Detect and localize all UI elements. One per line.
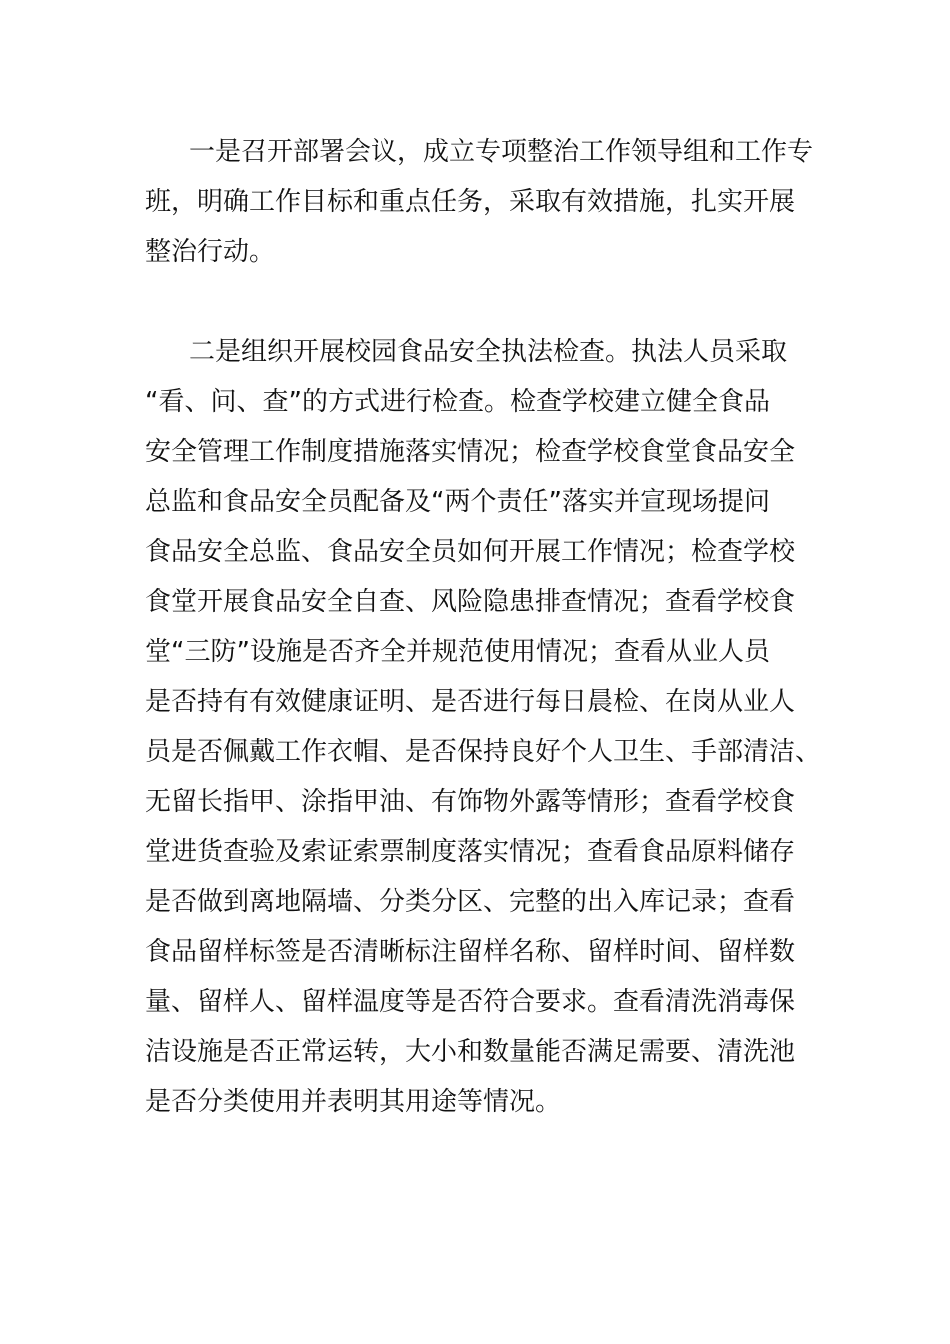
- paragraph-line: 整治行动。: [145, 237, 276, 267]
- paragraph-line: 食堂开展食品安全自查、风险隐患排查情况；查看学校食: [145, 587, 796, 617]
- paragraph-line: 安全管理工作制度措施落实情况；检查学校食堂食品安全: [145, 437, 796, 467]
- paragraph-1: [145, 127, 814, 277]
- paragraph-line: 是否分类使用并表明其用途等情况。: [145, 1087, 562, 1117]
- paragraph-line: 是否持有有效健康证明、是否进行每日晨检、在岗从业人: [145, 687, 796, 717]
- paragraph-line: 一是召开部署会议，成立专项整治工作领导组和工作专: [189, 137, 814, 167]
- paragraph-2: [145, 327, 822, 1127]
- paragraph-line: 无留长指甲、涂指甲油、有饰物外露等情形；查看学校食: [145, 787, 796, 817]
- paragraph-line: 洁设施是否正常运转，大小和数量能否满足需要、清洗池: [145, 1037, 796, 1067]
- paragraph-line: 堂“三防”设施是否齐全并规范使用情况；查看从业人员: [145, 637, 770, 667]
- paragraph-line: 量、留样人、留样温度等是否符合要求。查看清洗消毒保: [145, 987, 796, 1017]
- paragraph-line: 班，明确工作目标和重点任务，采取有效措施，扎实开展: [145, 187, 796, 217]
- paragraph-line: 食品安全总监、食品安全员如何开展工作情况；检查学校: [145, 537, 796, 567]
- paragraph-line: 员是否佩戴工作衣帽、是否保持良好个人卫生、手部清洁、: [145, 737, 822, 767]
- paragraph-line: 食品留样标签是否清晰标注留样名称、留样时间、留样数: [145, 937, 796, 967]
- paragraph-line: “看、问、查”的方式进行检查。检查学校建立健全食品: [145, 387, 770, 417]
- paragraph-line: 总监和食品安全员配备及“两个责任”落实并宣现场提问: [145, 487, 770, 517]
- paragraph-line: 二是组织开展校园食品安全执法检查。执法人员采取: [189, 337, 788, 367]
- paragraph-line: 是否做到离地隔墙、分类分区、完整的出入库记录；查看: [145, 887, 796, 917]
- paragraph-line: 堂进货查验及索证索票制度落实情况；查看食品原料储存: [145, 837, 796, 867]
